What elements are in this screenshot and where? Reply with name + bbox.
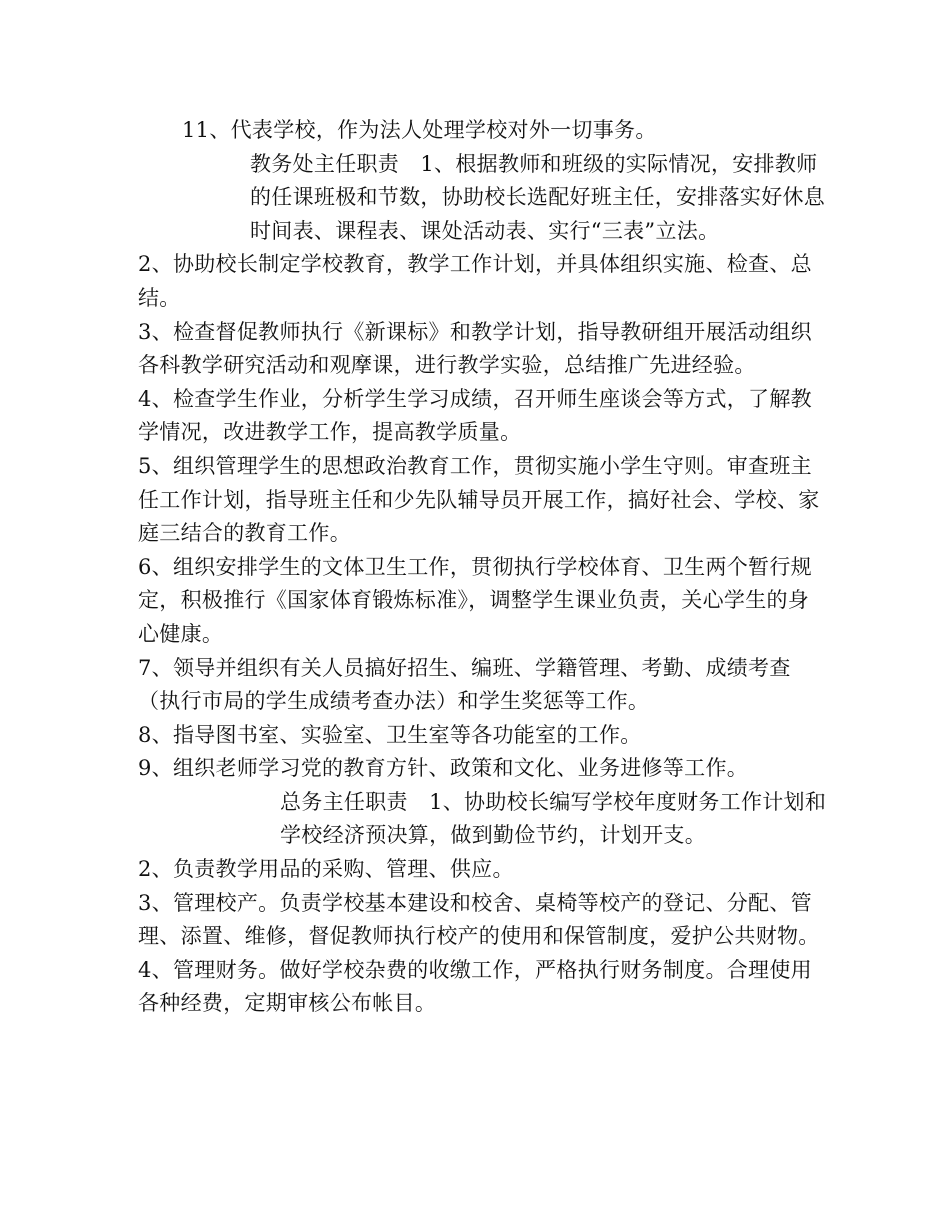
paragraph-general-3: 3、管理校产。负责学校基本建设和校舍、桌椅等校产的登记、分配、管理、添置、维修，督促教师执行校产的使用和保管制度，爱护公共财物。: [138, 890, 820, 949]
paragraph-academic-6: 6、组织安排学生的文体卫生工作，贯彻执行学校体育、卫生两个暂行规定，积极推行《国家体育锻炼标准》，调整学生课业负责，关心学生的身心健康。: [138, 554, 812, 646]
paragraph-academic-3: 3、检查督促教师执行《新课标》和教学计划，指导教研组开展活动组织各科教学研究活动和观摩课，进行教学实验，总结推广先进经验。: [138, 319, 812, 378]
paragraph-general-2: 2、负责教学用品的采购、管理、供应。: [138, 857, 514, 882]
paragraph-academic-7: 7、领导并组织有关人员搞好招生、编班、学籍管理、考勤、成绩考查（执行市局的学生成绩考查办法）和学生奖惩等工作。: [138, 655, 791, 714]
section-heading-academic-director: 教务处主任职责 1、根据教师和班级的实际情况，安排教师的任课班极和节数，协助校长选配好班主任，安排落实好休息时间表、课程表、课处活动表、实行“三表”立法。: [250, 151, 826, 243]
section-heading-general-affairs: 总务主任职责 1、协助校长编写学校年度财务工作计划和学校经济预决算，做到勤俭节约，计划开支。: [280, 789, 827, 848]
paragraph-academic-8: 8、指导图书室、实验室、卫生室等各功能室的工作。: [138, 722, 642, 747]
paragraph-academic-5: 5、组织管理学生的思想政治教育工作，贯彻实施小学生守则。审查班主任工作计划，指导班主任和少先队辅导员开展工作，搞好社会、学校、家庭三结合的教育工作。: [138, 453, 820, 546]
paragraph-academic-4: 4、检查学生作业，分析学生学习成绩，召开师生座谈会等方式，了解教学情况，改进教学工作，提高教学质量。: [138, 386, 812, 445]
paragraph-general-4: 4、管理财务。做好学校杂费的收缴工作，严格执行财务制度。合理使用各种经费，定期审核公布帐目。: [138, 957, 812, 1016]
paragraph-academic-2: 2、协助校长制定学校教育，教学工作计划，并具体组织实施、检查、总结。: [138, 252, 812, 310]
paragraph-academic-9: 9、组织老师学习党的教育方针、政策和文化、业务进修等工作。: [138, 756, 749, 781]
document-body: [138, 114, 828, 1021]
paragraph-item-11: 11、代表学校，作为法人处理学校对外一切事务。: [182, 118, 657, 142]
